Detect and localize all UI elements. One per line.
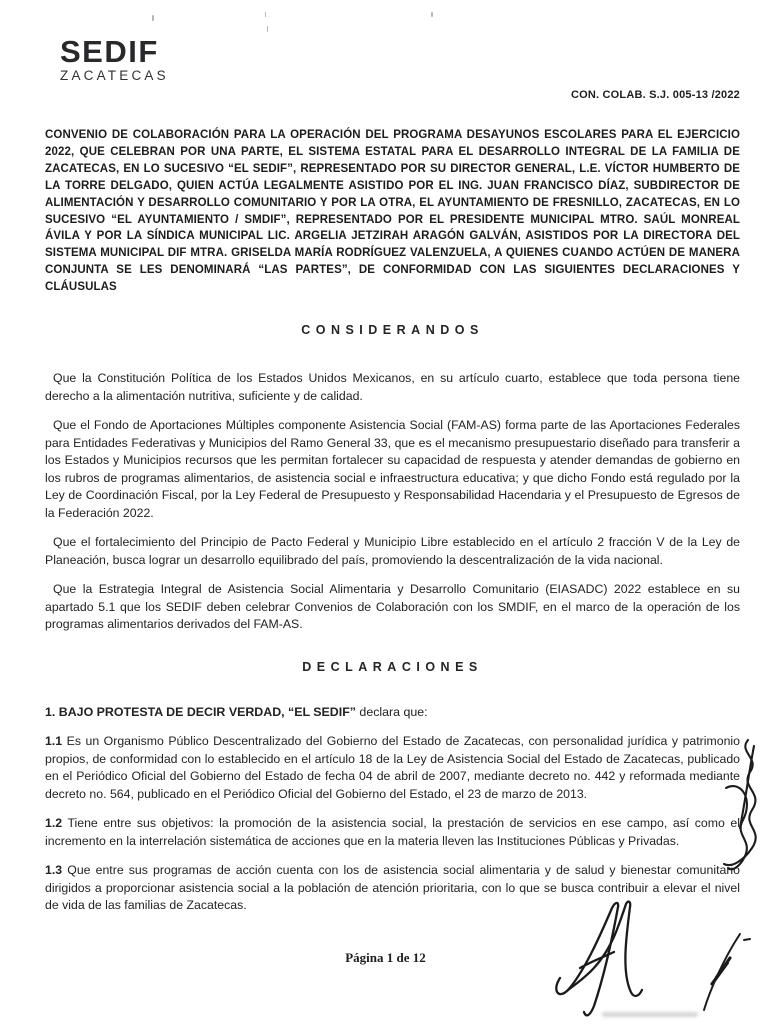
protest-regular-text: declara que: bbox=[359, 704, 428, 719]
considerando-paragraph: Que la Estrategia Integral de Asistencia Social Alimentaria y Desarrollo Comunitario (EIASADC) 2022 establece en su apartado 5.1 que los SEDIF deben celebrar Convenios de Colaboración con los SMDIF, en el marco de la operación de los programas alimentarios derivados del FAM-AS. bbox=[45, 582, 740, 632]
declaration-item-1-1 bbox=[45, 733, 740, 803]
logo-title: SEDIF bbox=[60, 34, 159, 69]
considerando-paragraph: Que el Fondo de Aportaciones Múltiples componente Asistencia Social (FAM-AS) forma parte de las Aportaciones Federales para Entidades Federativas y Municipios del Ramo General 33, que es el mecanismo presupuestario diseñado para transferir a los Estados y Municipios recursos que les permitan fortalecer su capacidad de respuesta y atender demandas de gobierno en los rubros de programas alimentarios, de asistencia social e infraestructura educativa; y que dicho Fondo está regulado por la Ley de Coordinación Fiscal, por la Ley Federal de Presupuesto y Responsabilidad Hacendaria y el Presupuesto de Egresos de la Federación 2022. bbox=[45, 418, 740, 520]
scan-speck bbox=[152, 15, 154, 21]
considerando-paragraph: Que la Constitución Política de los Estados Unidos Mexicanos, en su artículo cuarto, establece que toda persona tiene derecho a la alimentación nutritiva, suficiente y de calidad. bbox=[45, 371, 740, 403]
diagonal-signature-ink bbox=[694, 926, 754, 1016]
considerandos-heading: CONSIDERANDOS bbox=[301, 323, 484, 338]
declaration-item-text: Tiene entre sus objetivos: la promoción de la asistencia social, la prestación de servicios en ese campo, así como el incremento en la interrelación sistemática de acciones que en la materia lleven las Instituciones Públicas y Privadas. bbox=[45, 816, 740, 848]
intro-paragraph: CONVENIO DE COLABORACIÓN PARA LA OPERACIÓN DEL PROGRAMA DESAYUNOS ESCOLARES PARA EL EJERCICIO 2022, QUE CELEBRAN POR UNA PARTE, EL SISTEMA ESTATAL PARA EL DESARROLLO INTEGRAL DE LA FAMILIA DE ZACATECAS, EN LO SUCESIVO “EL SEDIF”, REPRESENTADO POR SU DIRECTOR GENERAL, L.E. VÍCTOR HUMBERTO DE LA TORRE DELGADO, QUIEN ACTÚA LEGALMENTE ASISTIDO POR EL ING. JUAN FRANCISCO DÍAZ, SUBDIRECTOR DE ALIMENTACIÓN Y DESARROLLO COMUNITARIO Y POR LA OTRA, EL AYUNTAMIENTO DE FRESNILLO, ZACATECAS, EN LO SUCESIVO “EL AYUNTAMIENTO / SMDIF”, REPRESENTADO POR EL PRESIDENTE MUNICIPAL MTRO. SAÚL MONREAL ÁVILA Y POR LA SÍNDICA MUNICIPAL LIC. ARGELIA JETZIRAH ARAGÓN GALVÁN, ASISTIDOS POR LA DIRECTORA DEL SISTEMA MUNICIPAL DIF MTRA. GRISELDA MARÍA RODRÍGUEZ VALENZUELA, A QUIENES CUANDO ACTÚEN DE MANERA CONJUNTA SE LES DENOMINARÁ “LAS PARTES”, DE CONFORMIDAD CON LAS SIGUIENTES DECLARACIONES Y CLÁUSULAS bbox=[45, 129, 740, 294]
document-reference-number: CON. COLAB. S.J. 005-13 /2022 bbox=[570, 89, 740, 101]
declaration-item-1-3 bbox=[45, 862, 740, 915]
considerando-paragraph: Que el fortalecimiento del Principio de Pacto Federal y Municipio Libre establecido en el artículo 2 fracción V de la Ley de Planeación, busca lograr un desarrollo equilibrado del país, promoviendo la descentralización de la vida nacional. bbox=[45, 535, 740, 567]
page-number: Página 1 de 12 bbox=[345, 950, 426, 965]
declaration-item-text: Que entre sus programas de acción cuenta con los de asistencia social alimentaria y de salud y bienestar comunitario dirigidos a proporcionar asistencia social a la población de atención prioritaria, con lo que se busca contribuir a elevar el nivel de vida de las familias de Zacatecas. bbox=[45, 863, 740, 913]
scan-smudge bbox=[602, 1012, 698, 1017]
sedif-logo bbox=[60, 36, 240, 83]
scan-speck bbox=[431, 12, 433, 17]
declaraciones-heading: DECLARACIONES bbox=[302, 659, 483, 674]
declaration-item-number: 1.2 bbox=[45, 816, 63, 831]
scan-speck bbox=[265, 12, 266, 17]
declaration-protest-line bbox=[45, 704, 740, 722]
declaration-item-1-2 bbox=[45, 815, 740, 850]
protest-bold-text: 1. BAJO PROTESTA DE DECIR VERDAD, “EL SEDIF” bbox=[45, 704, 356, 719]
declaration-item-number: 1.1 bbox=[45, 734, 63, 749]
logo-subtitle: ZACATECAS bbox=[60, 68, 169, 83]
scan-speck bbox=[267, 26, 268, 32]
declaration-item-number: 1.3 bbox=[45, 863, 63, 878]
declaration-item-text: Es un Organismo Público Descentralizado del Gobierno del Estado de Zacatecas, con personalidad jurídica y patrimonio propios, de conformidad con lo establecido en el artículo 18 de la Ley de Asistencia Social del Estado de Zacatecas, publicado en el Periódico Oficial del Gobierno del Estado de fecha 04 de abril de 2007, mediante decreto no. 442 y reformada mediante decreto no. 564, publicado en el Periódico Oficial del Gobierno del Estado, el 23 de marzo de 2013. bbox=[45, 734, 740, 801]
